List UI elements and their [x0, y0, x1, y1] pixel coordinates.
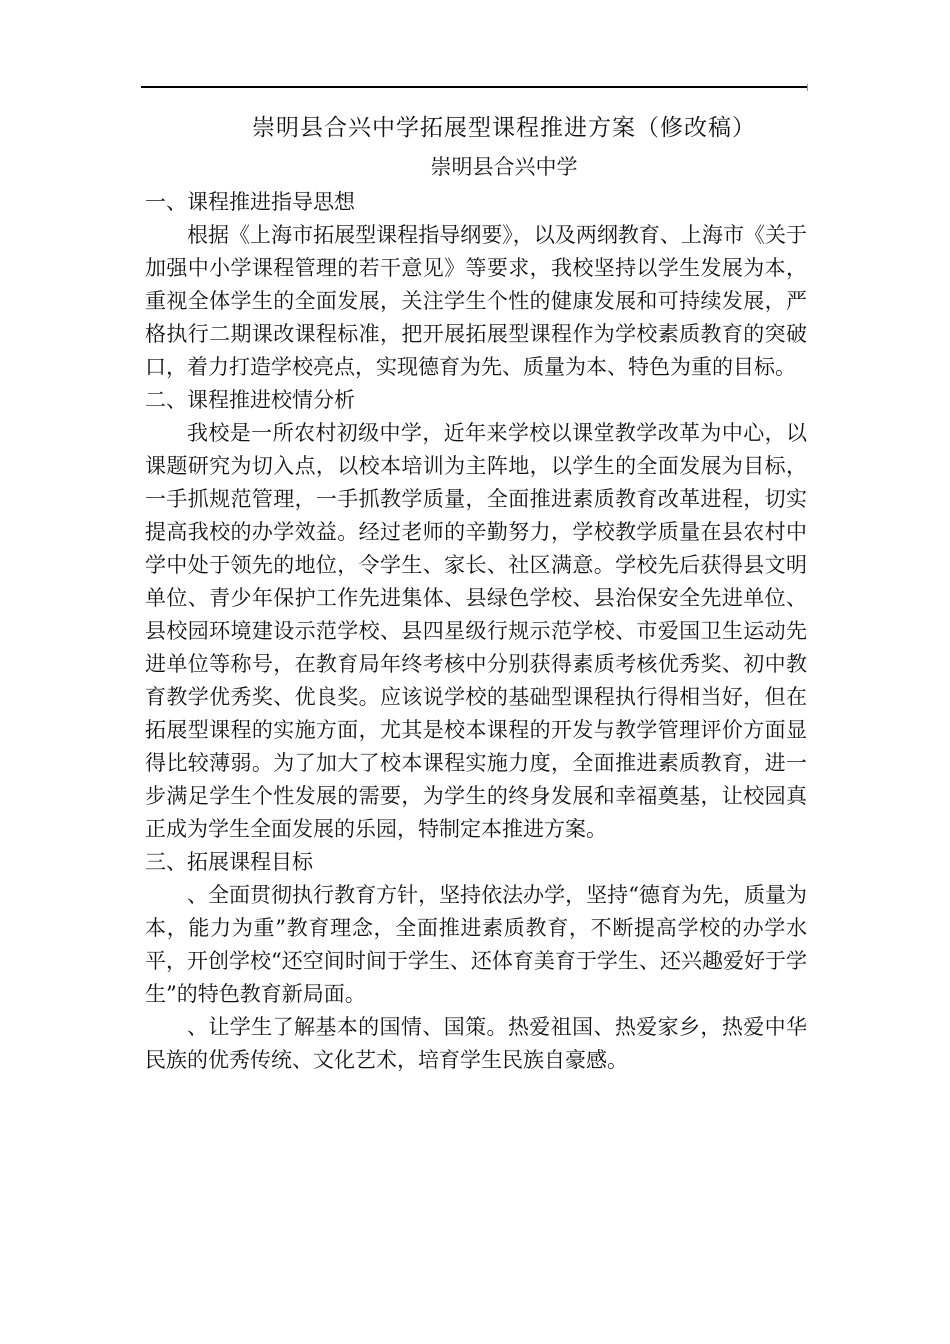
- section-school-analysis: [145, 384, 807, 846]
- section-heading: 三、拓展课程目标: [145, 850, 313, 874]
- document-title: 崇明县合兴中学拓展型课程推进方案（修改稿）: [252, 115, 756, 141]
- header-rule: [141, 86, 808, 88]
- section-guiding-idea: [145, 186, 807, 384]
- section-paragraph: 、全面贯彻执行教育方针，坚持依法办学，坚持“德育为先，质量为本，能力为重”教育理念，全面推进素质教育，不断提高学校的办学水平，开创学校“还空间时间于学生、还体育美育于学生、还兴趣爱好于学生”的特色教育新局面。: [145, 883, 807, 1006]
- section-heading: 二、课程推进校情分析: [145, 388, 355, 412]
- section-paragraph: 根据《上海市拓展型课程指导纲要》，以及两纲教育、上海市《关于加强中小学课程管理的若干意见》等要求，我校坚持以学生发展为本，重视全体学生的全面发展，关注学生个性的健康发展和可持续发展，严格执行二期课改课程标准，把开展拓展型课程作为学校素质教育的突破口，着力打造学校亮点，实现德育为先、质量为本、特色为重的目标。: [145, 223, 807, 379]
- document-subtitle: 崇明县合兴中学: [430, 155, 578, 179]
- header-rule-tick: [807, 84, 808, 91]
- section-course-goals: [145, 846, 807, 1077]
- section-paragraph: 、让学生了解基本的国情、国策。热爱祖国、热爱家乡，热爱中华民族的优秀传统、文化艺术，培育学生民族自豪感。: [145, 1015, 807, 1072]
- section-paragraph: 我校是一所农村初级中学，近年来学校以课堂教学改革为中心，以课题研究为切入点，以校本培训为主阵地，以学生的全面发展为目标，一手抓规范管理，一手抓教学质量，全面推进素质教育改革进程，切实提高我校的办学效益。经过老师的辛勤努力，学校教学质量在县农村中学中处于领先的地位，令学生、家长、社区满意。学校先后获得县文明单位、青少年保护工作先进集体、县绿色学校、县治保安全先进单位、县校园环境建设示范学校、县四星级行规示范学校、市爱国卫生运动先进单位等称号，在教育局年终考核中分别获得素质考核优秀奖、初中教育教学优秀奖、优良奖。应该说学校的基础型课程执行得相当好，但在拓展型课程的实施方面，尤其是校本课程的开发与教学管理评价方面显得比较薄弱。为了加大了校本课程实施力度，全面推进素质教育，进一步满足学生个性发展的需要，为学生的终身发展和幸福奠基，让校园真正成为学生全面发展的乐园，特制定本推进方案。: [145, 421, 807, 841]
- document-body: [145, 186, 807, 1077]
- section-heading: 一、课程推进指导思想: [145, 190, 355, 214]
